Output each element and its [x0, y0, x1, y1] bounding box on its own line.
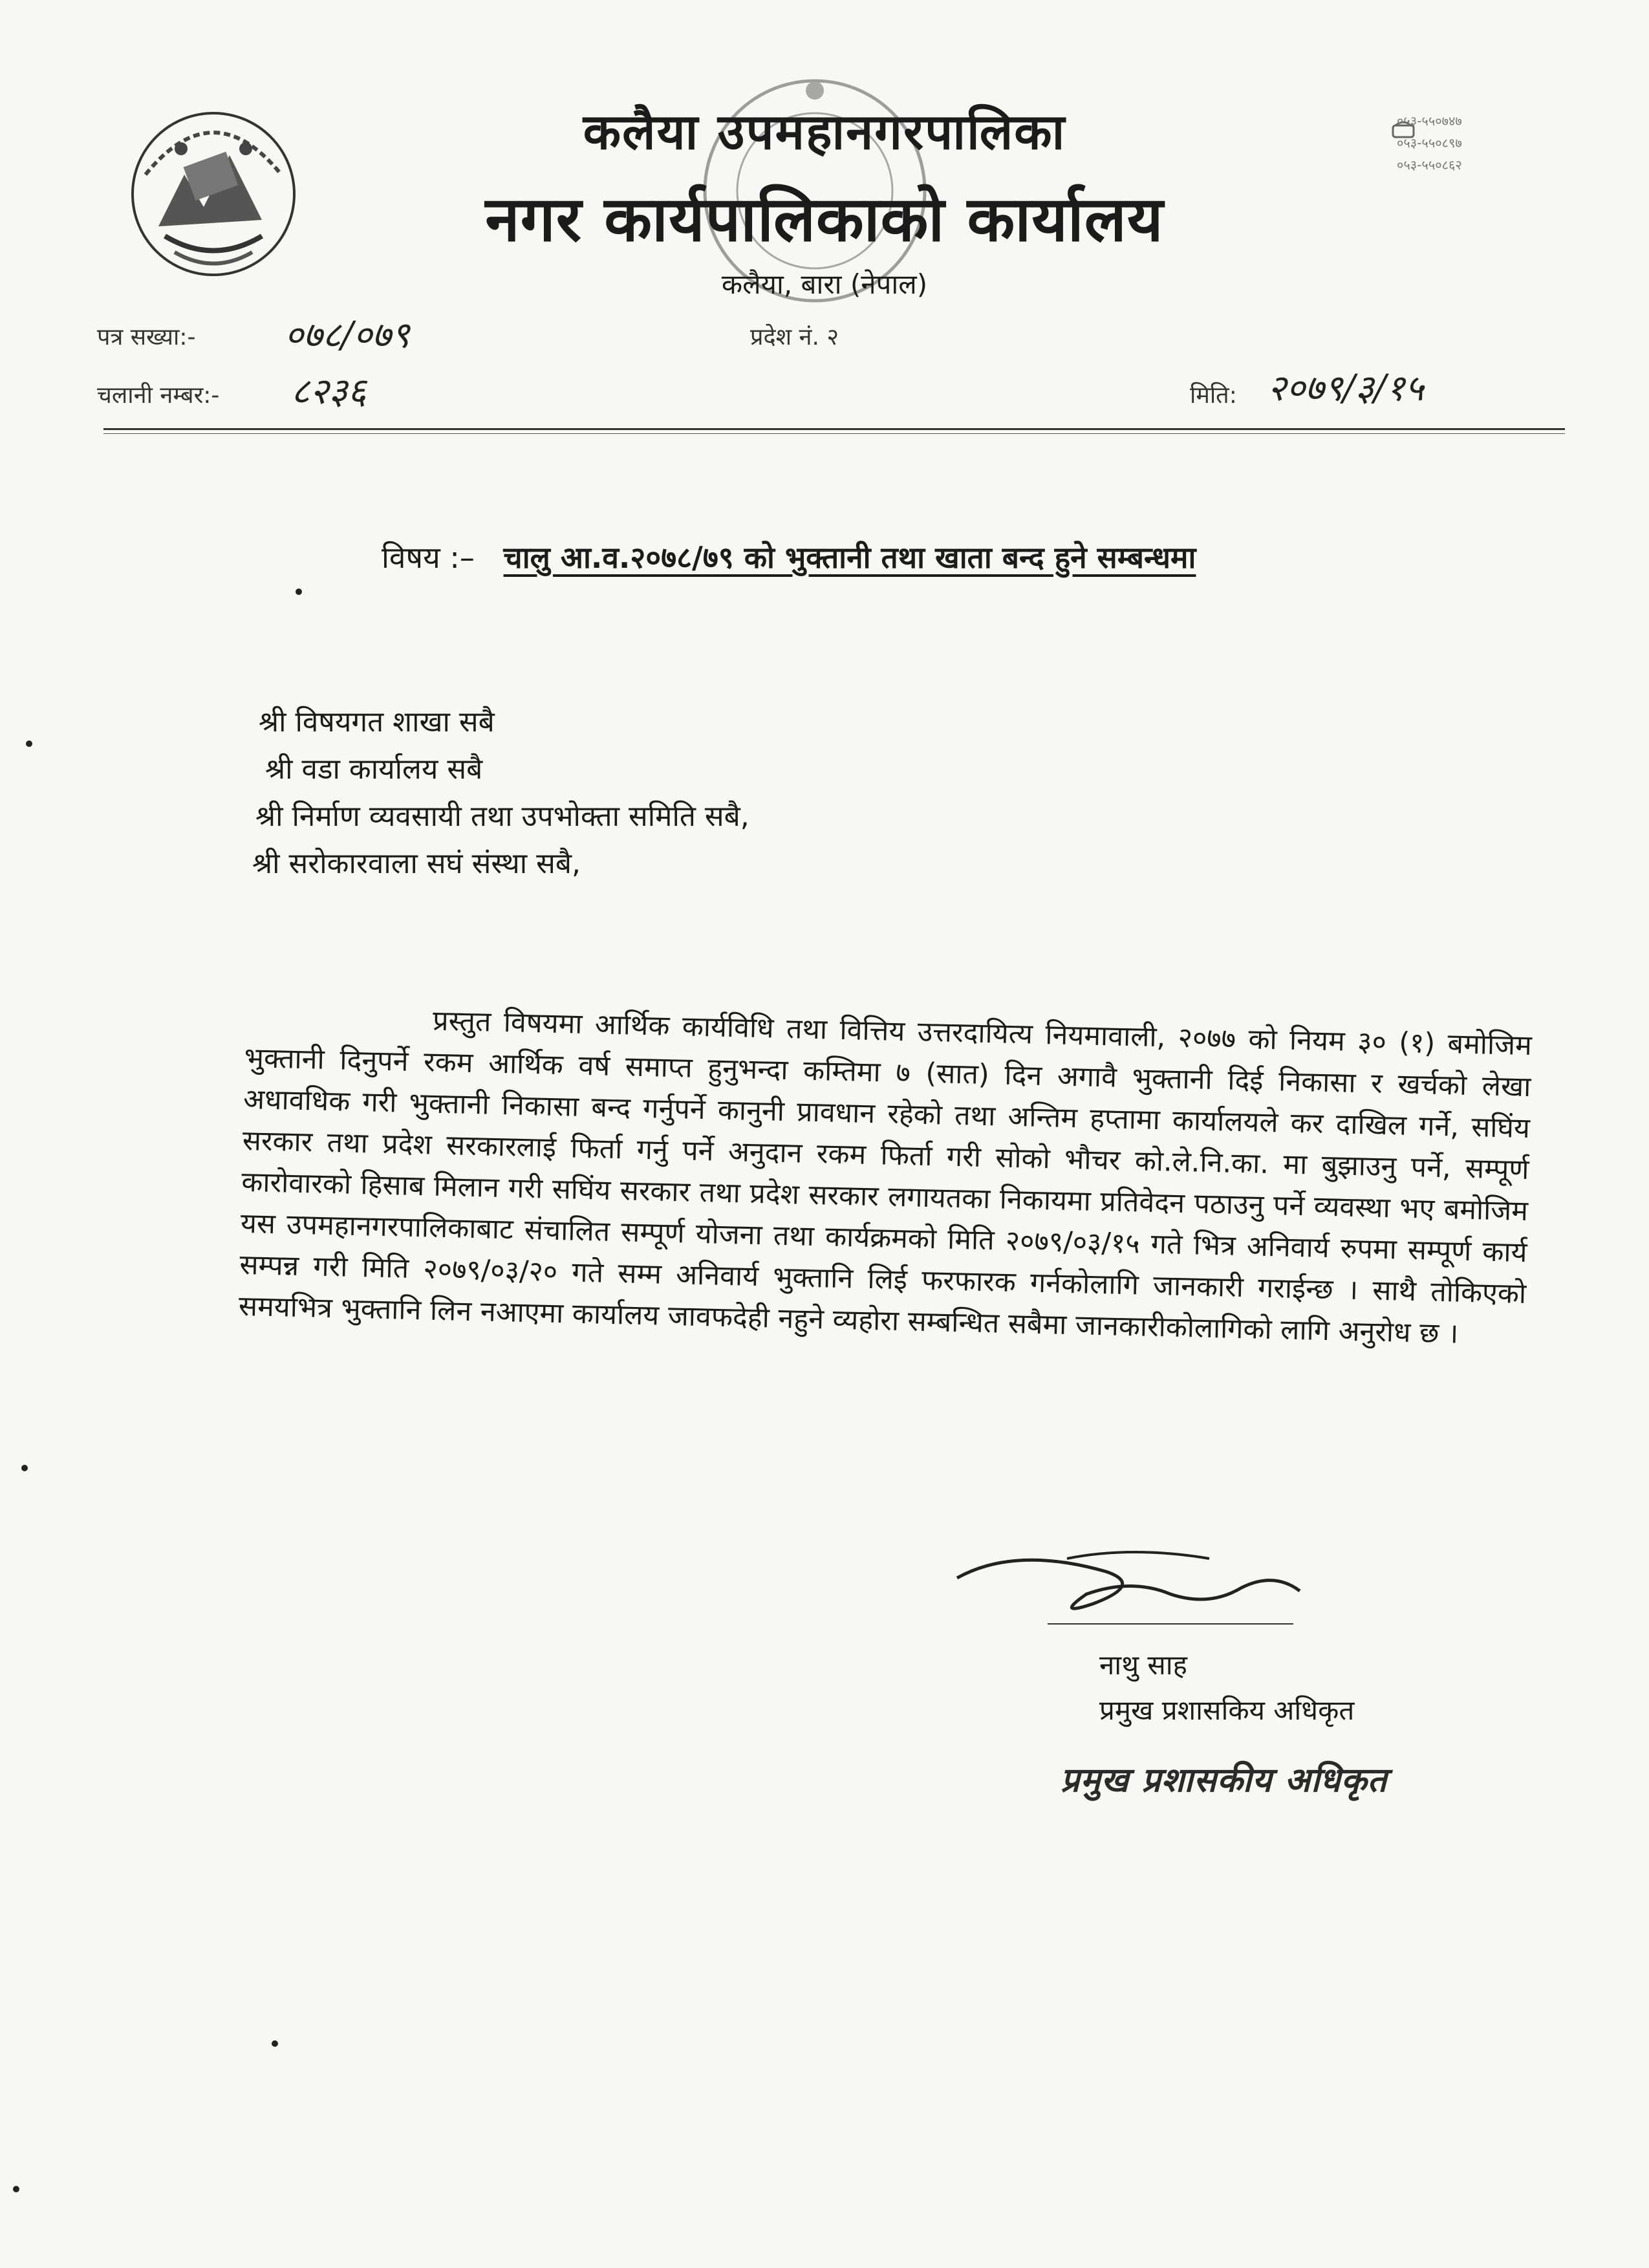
date-label: मिति: [1190, 382, 1237, 409]
office-name: नगर कार्यपालिकाको कार्यालय [485, 183, 1164, 255]
handwritten-signature [938, 1533, 1358, 1630]
subject-line [382, 537, 1196, 577]
scan-speck [21, 1465, 28, 1471]
subject-label: विषय :– [382, 540, 475, 575]
signatory-stamp: प्रमुख प्रशासकीय अधिकृत [1061, 1761, 1388, 1800]
province-label: प्रदेश नं. २ [750, 324, 839, 351]
phone-line: ०५३-५५०८९७ [1397, 135, 1462, 151]
signature-line [1048, 1623, 1293, 1625]
letterhead-divider-thin [103, 433, 1565, 434]
letter-number-value: ०७८/०७९ [285, 314, 410, 356]
date-value: २०७९/३/१५ [1267, 367, 1424, 409]
dispatch-number-label: चलानी नम्बर:- [97, 382, 220, 409]
scan-speck [13, 2186, 19, 2192]
phone-numbers [1352, 110, 1604, 176]
phone-line: ०५३-५५०८६२ [1397, 157, 1462, 173]
recipient-item: श्री विषयगत शाखा सबै [259, 706, 495, 739]
signatory-name: नाथु साह [1099, 1649, 1187, 1681]
scan-speck [296, 589, 302, 595]
recipient-item: श्री वडा कार्यालय सबै [265, 753, 483, 786]
letterhead-divider [103, 428, 1565, 430]
body-paragraph: प्रस्तुत विषयमा आर्थिक कार्यविधि तथा वित्तिय उत्तरदायित्य नियमावाली, २०७७ को नियम ३० (१) बमोजिम भुक्तानी दिनुपर्ने रकम आर्थिक वर्ष समाप्त हुनुभन्दा कम्तिमा ७ (सात) दिन अगावै भुक्तानी दिई निकासा र खर्चको लेखा अधावधिक गरी भुक्तानी निकासा बन्द गर्नुपर्ने कानुनी प्रावधान रहेको तथा अन्तिम हप्तामा कार्यालयले कर दाखिल गर्ने, सघिंय सरकार तथा प्रदेश सरकारलाई फिर्ता गर्नु पर्ने अनुदान रकम फिर्ता गरी सोको भौचर को.ले.नि.का. मा बुझाउनु पर्ने, सम्पूर्ण कारोवारको हिसाब मिलान गरी सघिंय सरकार तथा प्रदेश सरकार लगायतका निकायमा प्रतिवेदन पठाउनु पर्ने व्यवस्था भए बमोजिम यस उपमहानगरपालिकाबाट संचालित सम्पूर्ण योजना तथा कार्यक्रमको मिति २०७९/०३/१५ गते भित्र अनिवार्य रुपमा सम्पूर्ण कार्य सम्पन्न गरी मिति २०७९/०३/२० गते सम्म अनिवार्य भुक्तानि लिई फरफारक गर्नकोलागि जानकारी गराईन्छ । साथै तोकिएको समयभित्र भुक्तानि लिन नआएमा कार्यालय जावफदेही नहुने व्यहोरा सम्बन्धित सबैमा जानकारीकोलागिको लागि अनुरोध छ । [238, 1004, 1533, 1350]
recipient-list [252, 698, 749, 887]
subject-text: चालु आ.व.२०७८/७९ को भुक्तानी तथा खाता बन्द हुने सम्बन्धमा [503, 540, 1196, 575]
recipient-item: श्री निर्माण व्यवसायी तथा उपभोक्ता समिति सबै, [255, 800, 749, 833]
scan-speck [272, 2040, 278, 2047]
letter-number-label: पत्र सख्या:- [97, 324, 196, 351]
scan-speck [26, 740, 32, 747]
letter-body [238, 996, 1532, 1356]
municipality-name: कलैया उपमहानगरपालिका [583, 103, 1066, 160]
phone-line: ०५३-५५०७४७ [1397, 113, 1462, 129]
recipient-item: श्री सरोकारवाला सघं संस्था सबै, [252, 847, 581, 880]
dispatch-number-value: ८२३६ [291, 371, 367, 413]
signatory-title: प्रमुख प्रशासकिय अधिकृत [1099, 1694, 1355, 1726]
office-address: कलैया, बारा (नेपाल) [721, 268, 928, 300]
